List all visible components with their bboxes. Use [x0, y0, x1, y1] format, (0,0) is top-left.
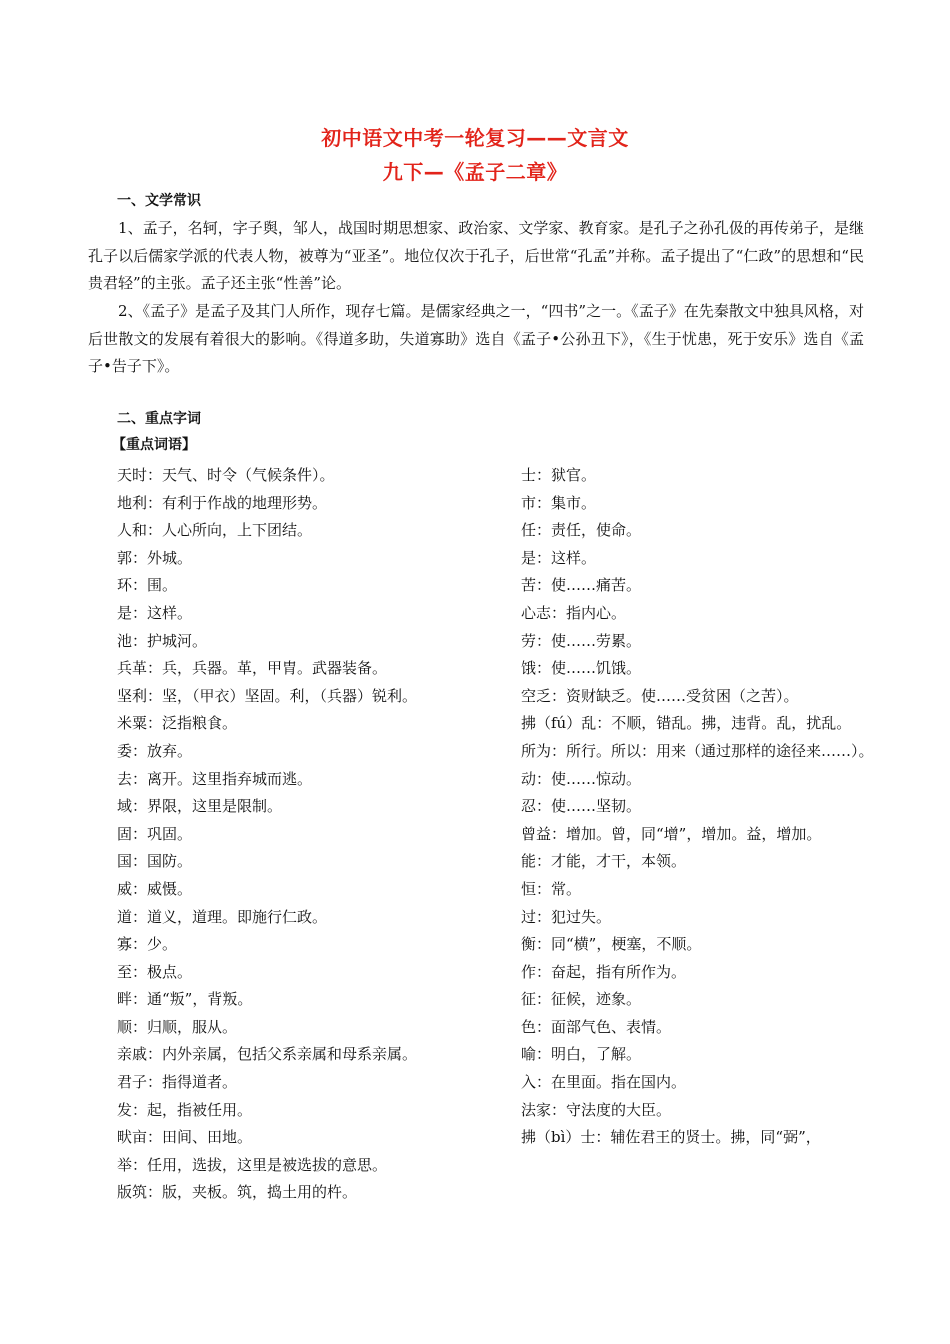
vocabulary-entry: 曾益：增加。曾，同“增”，增加。益，增加。 — [521, 824, 822, 843]
subheading-key-words: 【重点词语】 — [112, 437, 196, 453]
vocabulary-entry: 饿：使……饥饿。 — [521, 659, 642, 678]
vocabulary-entry: 色：面部气色、表情。 — [521, 1017, 672, 1036]
vocabulary-right-column — [493, 462, 877, 1152]
vocabulary-entry: 地利：有利于作战的地理形势。 — [117, 493, 328, 512]
vocabulary-entry: 过：犯过失。 — [521, 907, 612, 926]
vocabulary-entry: 任：责任，使命。 — [521, 521, 642, 540]
vocabulary-entry: 国：国防。 — [117, 852, 193, 871]
vocabulary-entry: 发：起，指被任用。 — [117, 1100, 253, 1119]
vocabulary-entry: 池：护城河。 — [117, 631, 208, 650]
vocabulary-entry: 士：狱官。 — [521, 466, 597, 484]
vocabulary-entry: 寡：少。 — [117, 935, 178, 954]
vocabulary-entry: 兵革：兵，兵器。革，甲胄。武器装备。 — [117, 659, 388, 678]
vocabulary-entry: 郭：外城。 — [117, 548, 193, 567]
vocabulary-entry: 委：放弃。 — [117, 741, 193, 760]
vocabulary-entry: 人和：人心所向，上下团结。 — [117, 521, 313, 540]
vocabulary-entry: 喻：明白，了解。 — [521, 1045, 642, 1064]
paragraph-mencius-bio: 1、孟子，名轲，字子舆，邹人，战国时期思想家、政治家、文学家、教育家。是孔子之孙孔伋的再传弟子，是继孔子以后儒家学派的代表人物，被尊为“亚圣”。地位仅次于孔子，后世常“孔孟”并称。孟子提出了“仁政”的思想和“民贵君轻”的主张。孟子还主张“性善”论。 — [88, 219, 864, 292]
vocabulary-entry: 劳：使……劳累。 — [521, 631, 642, 650]
document-title: 初中语文中考一轮复习——文言文 — [321, 126, 629, 150]
vocabulary-entry: 君子：指得道者。 — [117, 1073, 238, 1092]
vocabulary-entry: 畔：通“叛”，背叛。 — [117, 990, 253, 1009]
vocabulary-entry: 固：巩固。 — [117, 824, 193, 843]
vocabulary-entry: 空乏：资财缺乏。使……受贫困（之苦）。 — [521, 686, 799, 705]
vocabulary-entry: 能：才能，才干，本领。 — [521, 852, 687, 871]
vocabulary-entry: 恒：常。 — [521, 879, 582, 898]
vocabulary-entry: 动：使……惊动。 — [521, 769, 642, 788]
vocabulary-entry: 苦：使……痛苦。 — [521, 576, 642, 595]
vocabulary-entry: 拂（fú）乱：不顺，错乱。拂，违背。乱，扰乱。 — [521, 714, 852, 733]
vocabulary-entry: 市：集市。 — [521, 493, 597, 512]
vocabulary-entry: 环：围。 — [117, 576, 178, 595]
vocabulary-entry: 道：道义，道理。即施行仁政。 — [117, 907, 328, 926]
vocabulary-entry: 天时：天气、时令（气候条件）。 — [117, 466, 335, 484]
vocabulary-entry: 亲戚：内外亲属，包括父系亲属和母系亲属。 — [117, 1045, 418, 1064]
vocabulary-entry: 征：征候，迹象。 — [521, 990, 642, 1009]
vocabulary-entry: 是：这样。 — [521, 548, 597, 567]
vocabulary-entry: 忍：使……坚韧。 — [521, 797, 642, 816]
vocabulary-entry: 顺：归顺，服从。 — [117, 1017, 238, 1036]
vocabulary-left-column — [117, 462, 487, 1207]
vocabulary-entry: 拂（bì）士：辅佐君王的贤士。拂，同“弼”， — [521, 1128, 821, 1147]
vocabulary-entry: 至：极点。 — [117, 962, 193, 981]
vocabulary-entry: 作：奋起，指有所作为。 — [521, 962, 687, 981]
vocabulary-entry: 衡：同“横”，梗塞，不顺。 — [521, 935, 702, 954]
document-subtitle: 九下—《孟子二章》 — [382, 160, 568, 184]
vocabulary-entry: 所为：所行。所以：用来（通过那样的途径来……）。 — [521, 741, 874, 760]
paragraph-mencius-book: 2、《孟子》是孟子及其门人所作，现存七篇。是儒家经典之一，“四书”之一。《孟子》在先秦散文中独具风格，对后世散文的发展有着很大的影响。《得道多助，失道寡助》选自《孟子•公孙丑下》，《生于忧患，死于安乐》选自《孟子•告子下》。 — [88, 302, 864, 375]
section-heading-vocabulary: 二、重点字词 — [117, 411, 201, 427]
vocabulary-entry: 入：在里面。指在国内。 — [521, 1073, 687, 1092]
vocabulary-entry: 域：界限，这里是限制。 — [117, 797, 283, 816]
vocabulary-entry: 去：离开。这里指弃城而逃。 — [117, 769, 313, 788]
vocabulary-entry: 是：这样。 — [117, 603, 193, 622]
vocabulary-entry: 畎亩：田间、田地。 — [117, 1128, 253, 1147]
vocabulary-entry: 威：威慑。 — [117, 879, 193, 898]
vocabulary-entry: 举：任用，选拔，这里是被选拔的意思。 — [117, 1155, 388, 1174]
vocabulary-entry: 版筑：版，夹板。筑，捣土用的杵。 — [117, 1183, 358, 1202]
section-heading-literature: 一、文学常识 — [117, 193, 201, 209]
vocabulary-entry: 心志：指内心。 — [521, 603, 627, 622]
vocabulary-entry: 米粟：泛指粮食。 — [117, 714, 238, 733]
vocabulary-entry: 坚利：坚，（甲衣）坚固。利，（兵器）锐利。 — [117, 686, 418, 705]
vocabulary-entry: 法家：守法度的大臣。 — [521, 1100, 672, 1119]
